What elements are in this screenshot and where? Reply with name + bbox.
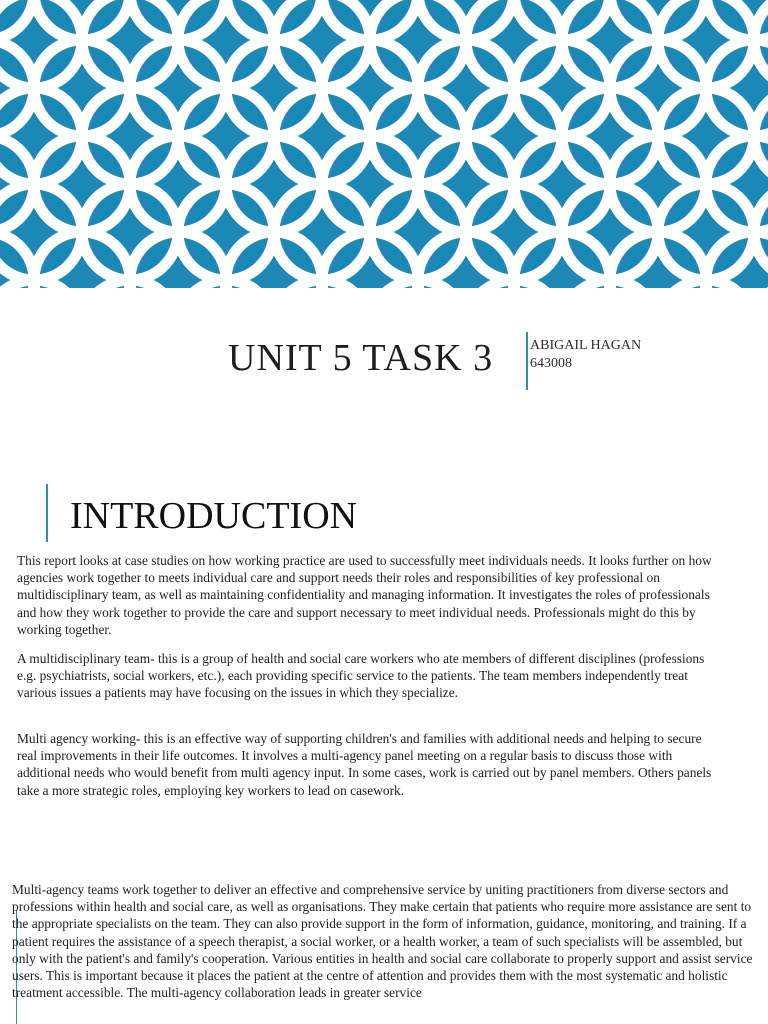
introduction-heading: INTRODUCTION — [70, 495, 358, 537]
title-divider — [526, 332, 528, 390]
multi-agency-paragraph: Multi agency working- this is an effective way of supporting children's and families with additional needs and helping to secure real improvements in their life outcomes. It involves a multi-agency panel meeting on a regular basis to discuss those with additional needs who would benefit from multi agency input. In some cases, work is carried out by panel members. Others panels take a more strategic roles, employing key workers to lead on casework. — [17, 731, 712, 798]
author-name: ABIGAIL HAGAN — [530, 338, 642, 353]
heading-accent-bar — [46, 484, 48, 542]
decorative-circle-pattern — [0, 0, 768, 288]
introduction-slide — [0, 460, 768, 870]
presentation-title: UNIT 5 TASK 3 — [228, 337, 494, 379]
multidisciplinary-paragraph: A multidisciplinary team- this is a group of health and social care workers who ate members of different disciplines (professions e.g. psychiatrists, social workers, etc.), each providing specific service to the patients. The team members independently treat various issues a patients may have focusing on the issues in which they specialize. — [17, 651, 705, 701]
multi-agency-slide — [0, 870, 768, 1024]
student-id: 643008 — [530, 356, 572, 371]
intro-paragraph: This report looks at case studies on how working practice are used to successfully meet individuals needs. It looks further on how agencies work together to meets individual care and support needs their roles and responsibilities of key professional on multidisciplinary team, as well as maintaining confidentiality and managing information. It investigates the roles of professionals and how they work together to provide the care and support necessary to meet individual needs. Professionals might do this by working together. — [17, 553, 712, 637]
title-slide — [0, 288, 768, 460]
author-block — [530, 337, 641, 373]
multi-agency-teams-paragraph: Multi-agency teams work together to deliver an effective and comprehensive service by uniting practitioners from diverse sectors and professions within health and social care, as well as organisations. They make certain that patients who require more assistance are sent to the appropriate specialists on the team. They can also provide support in the form of information, guidance, monitoring, and training. If a patient requires the assistance of a speech therapist, a social worker, or a health worker, a team of such specialists will be assembled, but only with the patient's and family's cooperation. Various entities in health and social care collaborate to properly support and assist service users. This is important because it places the patient at the centre of attention and provides them with the most systematic and holistic treatment accessible. The multi-agency collaboration leads in greater service — [12, 882, 753, 1001]
